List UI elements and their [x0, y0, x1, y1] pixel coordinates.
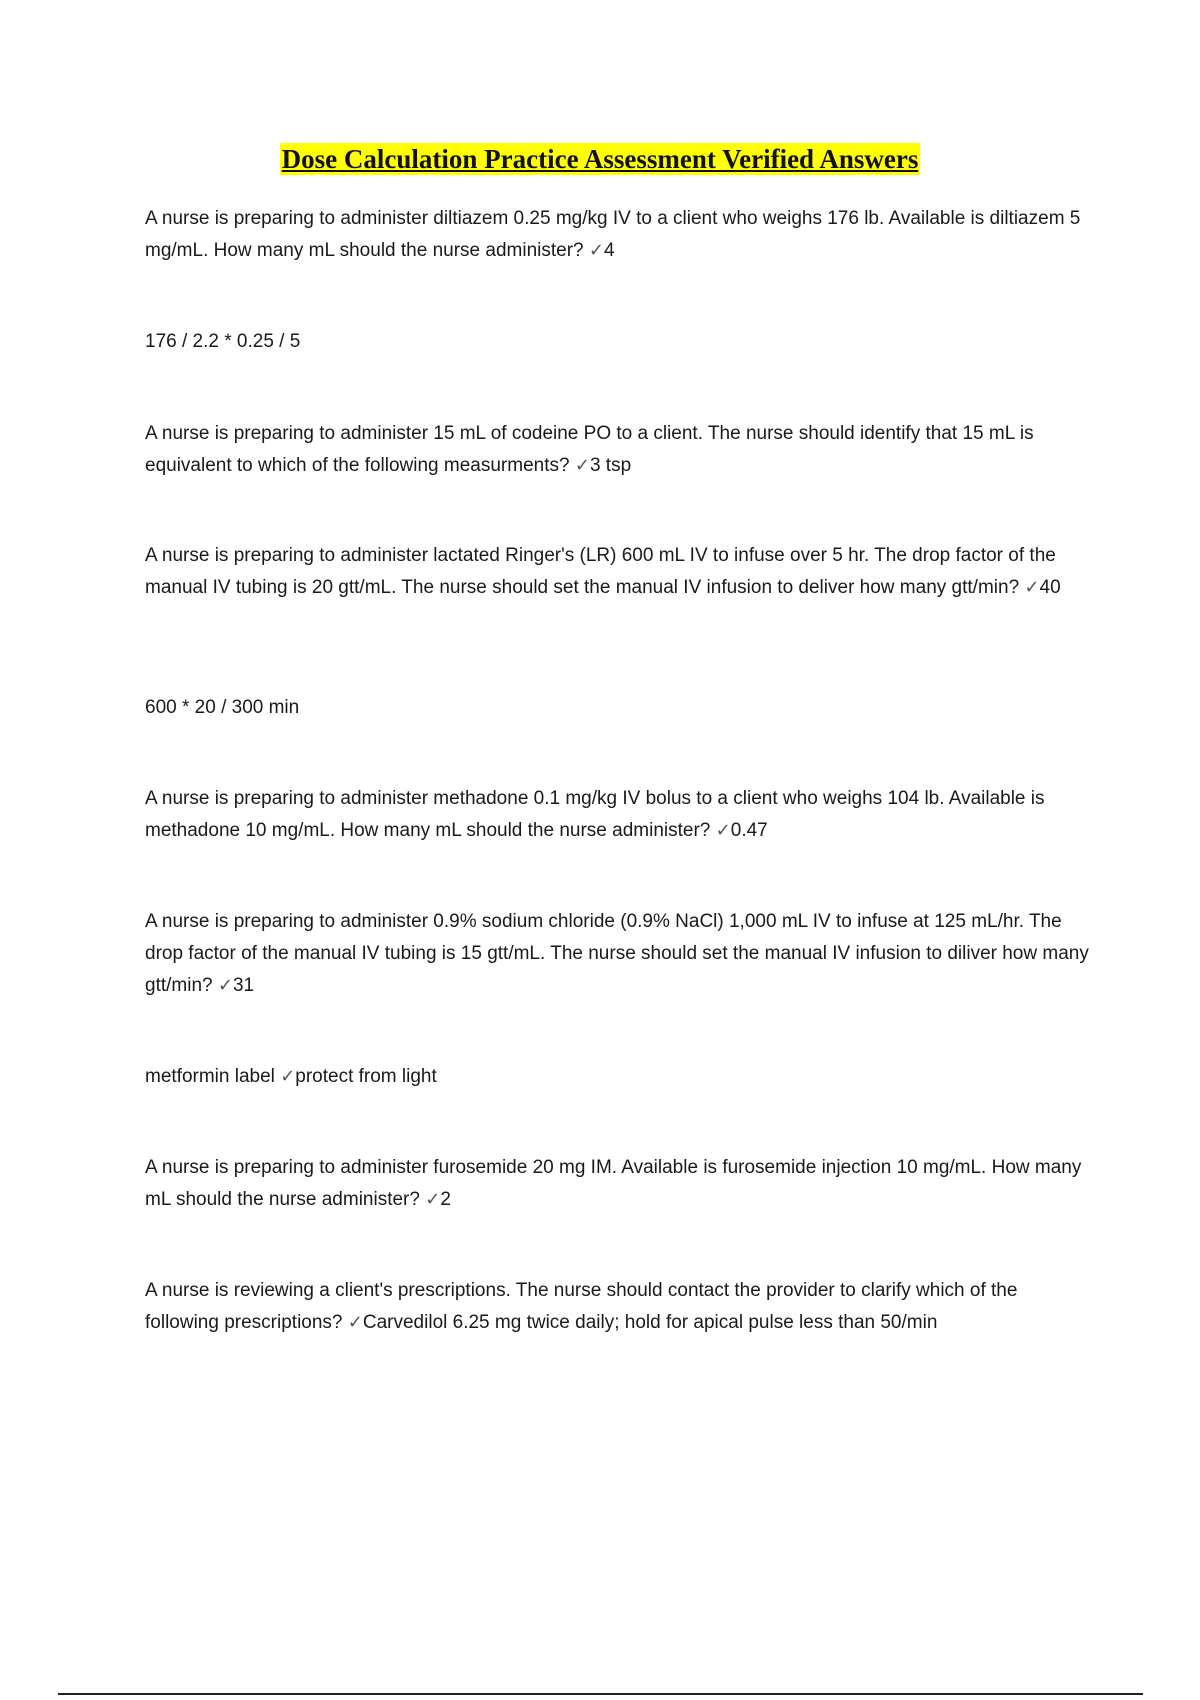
check-mark-icon: ✓	[347, 1312, 363, 1333]
question-text: metformin label	[145, 1066, 275, 1087]
check-mark-icon: ✓	[425, 1189, 441, 1210]
question-block	[145, 540, 1095, 604]
calculation-text: 600 * 20 / 300 min	[145, 697, 300, 718]
question-text: A nurse is preparing to administer lactated Ringer's (LR) 600 mL IV to infuse over 5 hr. The drop factor of the manual IV tubing is 20 gtt/mL. The nurse should set the manual IV infusion to deliver how many gtt/min?	[145, 545, 1056, 598]
question-block	[145, 906, 1095, 1002]
check-mark-icon: ✓	[1024, 577, 1040, 598]
page-bottom-divider	[58, 1693, 1143, 1695]
check-mark-icon: ✓	[574, 455, 590, 476]
answer-text: 0.47	[730, 820, 768, 841]
question-block	[145, 1152, 1095, 1216]
check-mark-icon: ✓	[715, 820, 731, 841]
answer-text: 31	[232, 975, 255, 996]
check-mark-icon: ✓	[280, 1066, 296, 1087]
check-mark-icon: ✓	[217, 975, 233, 996]
question-text: A nurse is preparing to administer 15 mL of codeine PO to a client. The nurse should identify that 15 mL is equivalent to which of the following measurments?	[145, 423, 1034, 476]
document-title: Dose Calculation Practice Assessment Verified Answers	[281, 144, 919, 174]
calculation-note	[145, 326, 1095, 358]
calculation-note	[145, 692, 1095, 724]
question-block	[145, 1275, 1095, 1339]
question-text: A nurse is preparing to administer methadone 0.1 mg/kg IV bolus to a client who weighs 104 lb. Available is methadone 10 mg/mL. How many mL should the nurse administer?	[145, 788, 1045, 841]
answer-text: Carvedilol 6.25 mg twice daily; hold for apical pulse less than 50/min	[362, 1312, 938, 1333]
calculation-text: 176 / 2.2 * 0.25 / 5	[145, 331, 301, 352]
question-text: A nurse is preparing to administer furosemide 20 mg IM. Available is furosemide injection 10 mg/mL. How many mL should the nurse administer?	[145, 1157, 1082, 1210]
answer-text: 4	[603, 240, 615, 261]
question-block	[145, 1061, 1095, 1093]
check-mark-icon: ✓	[588, 240, 604, 261]
question-block	[145, 783, 1095, 847]
answer-text: protect from light	[295, 1066, 437, 1087]
answer-text: 3 tsp	[589, 455, 632, 476]
title-container	[0, 143, 1200, 175]
question-block	[145, 203, 1095, 267]
question-block	[145, 418, 1095, 482]
question-text: A nurse is preparing to administer 0.9% sodium chloride (0.9% NaCl) 1,000 mL IV to infuse at 125 mL/hr. The drop factor of the manual IV tubing is 15 gtt/mL. The nurse should set the manual IV infusion to diliver how many gtt/min?	[145, 911, 1089, 996]
question-text: A nurse is preparing to administer diltiazem 0.25 mg/kg IV to a client who weighs 176 lb. Available is diltiazem 5 mg/mL. How many mL should the nurse administer?	[145, 208, 1081, 261]
answer-text: 40	[1039, 577, 1061, 598]
answer-text: 2	[440, 1189, 451, 1210]
question-text: A nurse is reviewing a client's prescriptions. The nurse should contact the provider to clarify which of the following prescriptions?	[145, 1280, 1018, 1333]
